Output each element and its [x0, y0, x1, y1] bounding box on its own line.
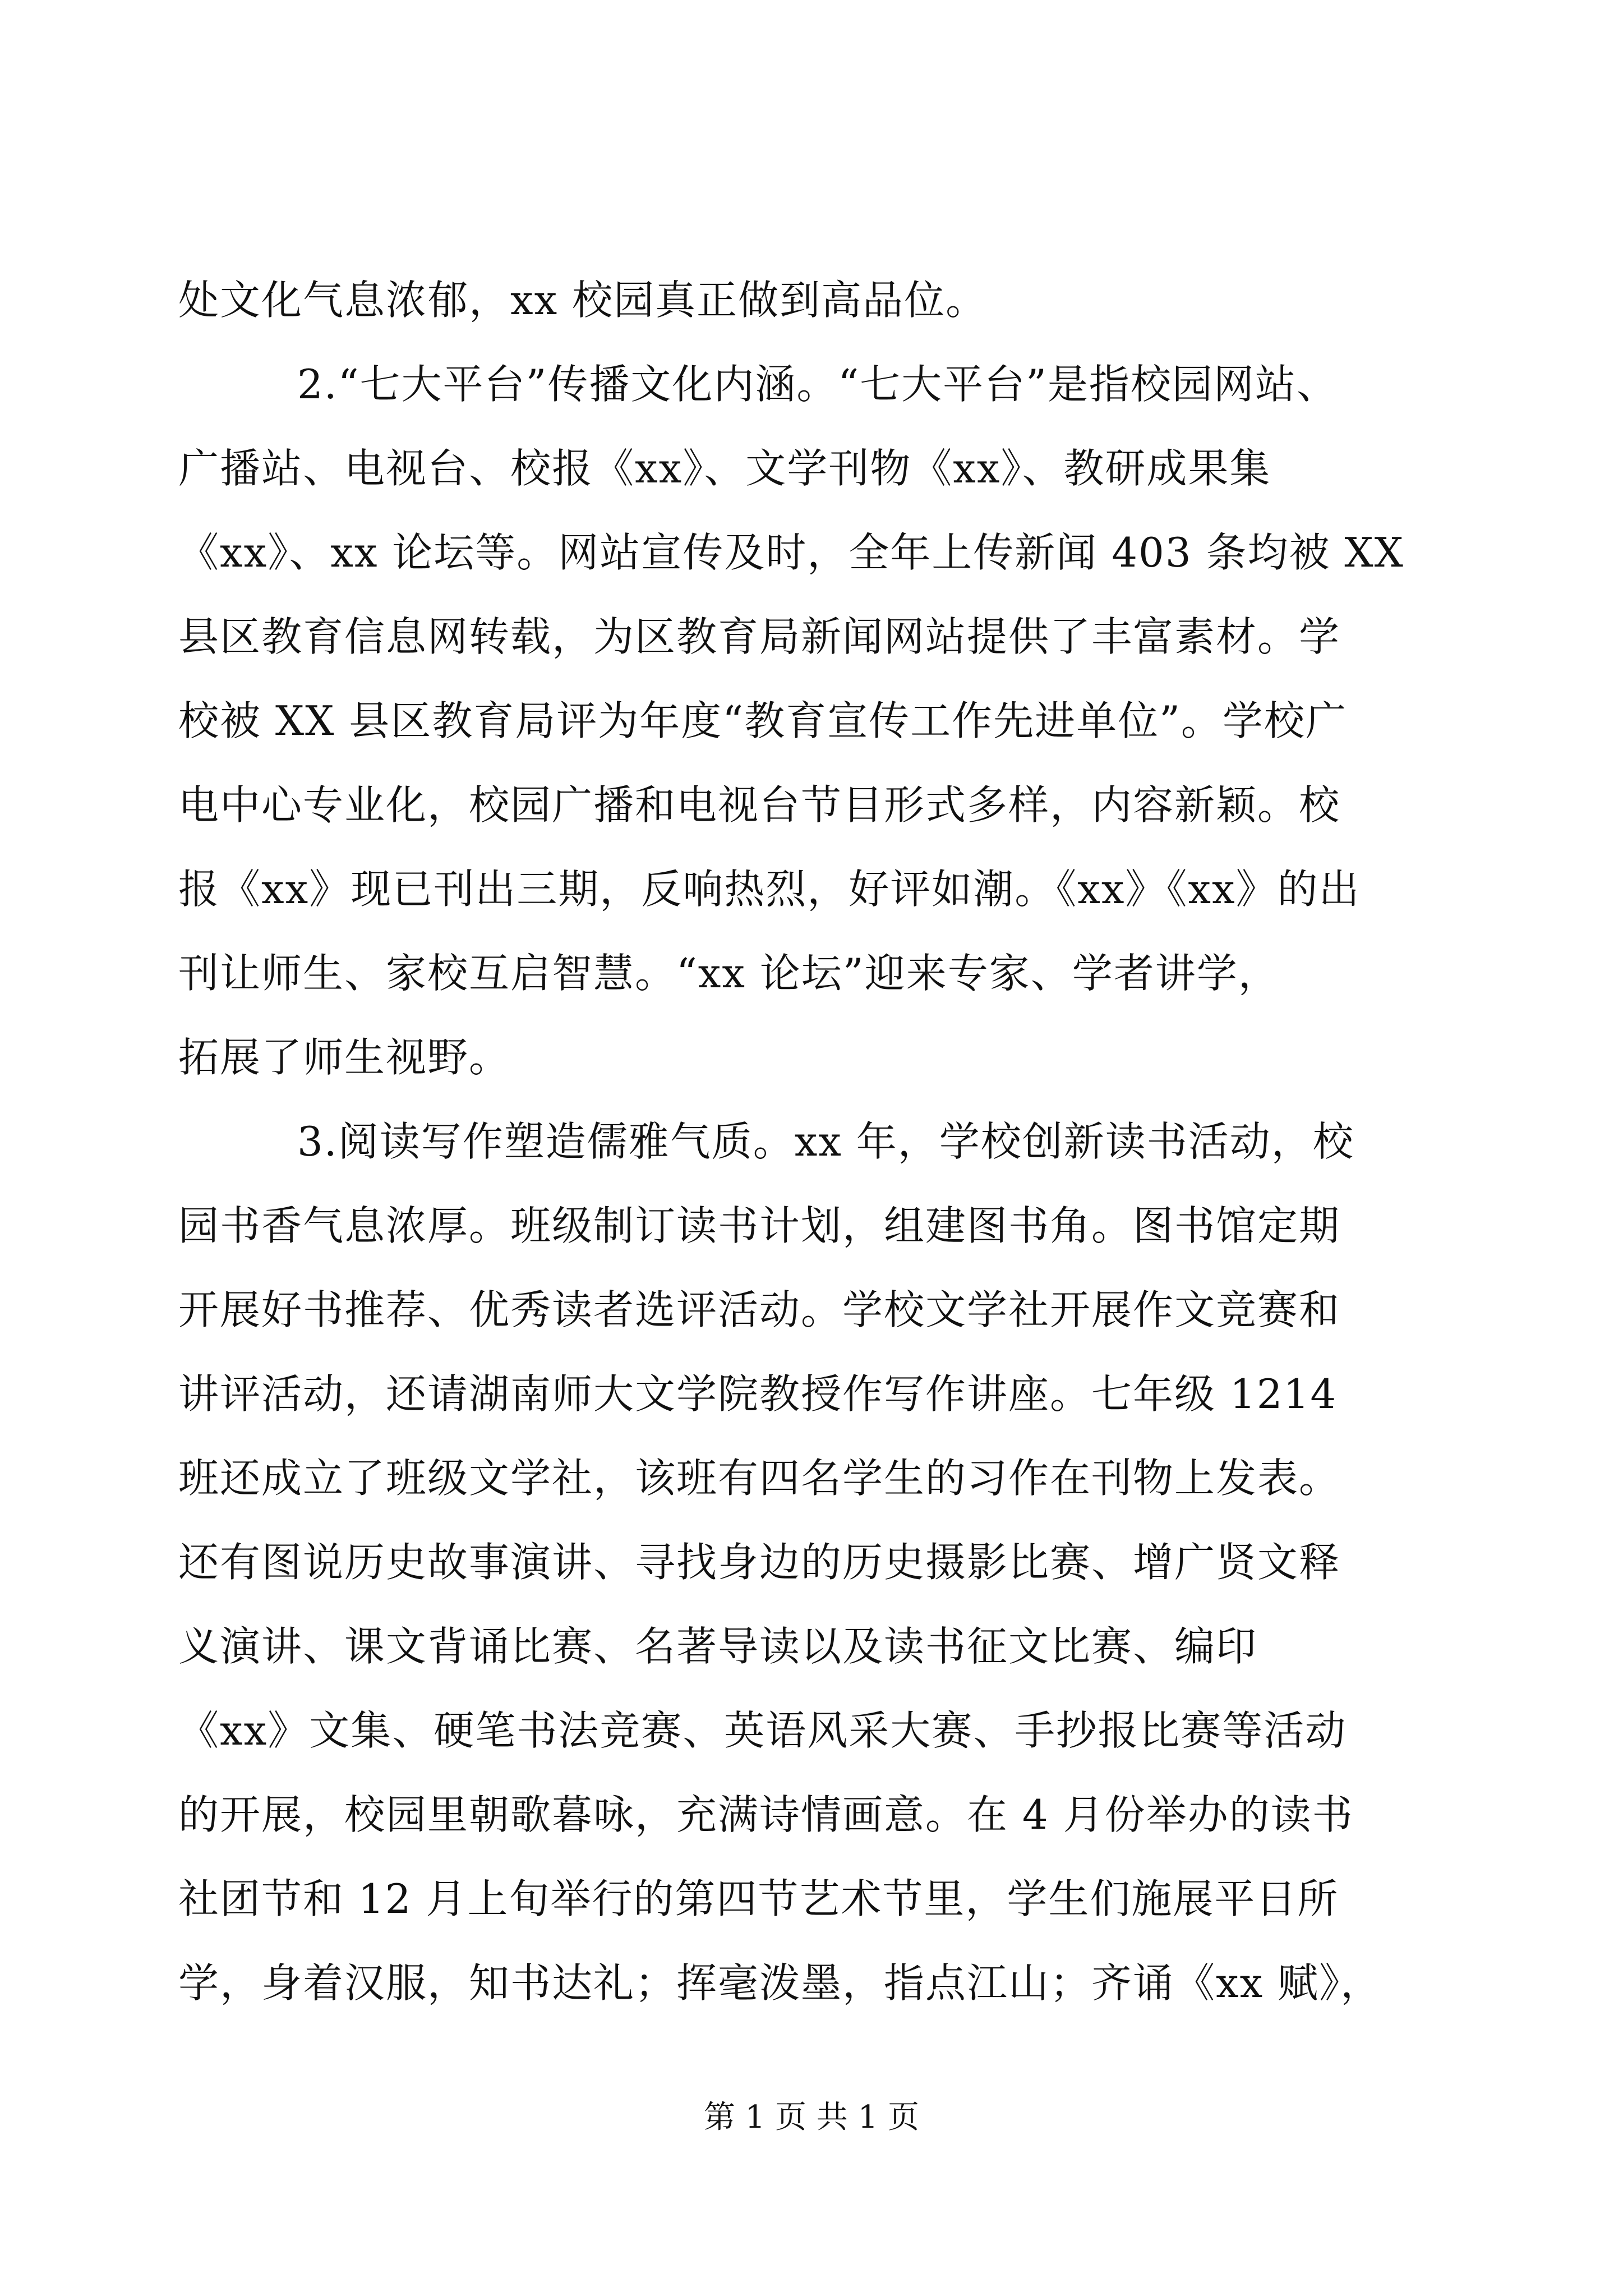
paragraph-start-line: 3.阅读写作塑造儒雅气质。xx 年，学校创新读书活动，校 [297, 1118, 1354, 1165]
paragraph-start-line: 2.“七大平台”传播文化内涵。“七大平台”是指校园网站、 [297, 361, 1338, 408]
text-line: 广播站、电视台、校报《xx》、文学刊物《xx》、教研成果集 [178, 445, 1271, 492]
text-line: 班还成立了班级文学社，该班有四名学生的习作在刊物上发表。 [178, 1455, 1341, 1502]
text-line: 义演讲、课文背诵比赛、名著导读以及读书征文比赛、编印 [178, 1623, 1258, 1670]
text-line: 开展好书推荐、优秀读者选评活动。学校文学社开展作文竞赛和 [178, 1286, 1341, 1333]
text-line: 刊让师生、家校互启智慧。“xx 论坛”迎来专家、学者讲学， [178, 950, 1280, 997]
text-line: 电中心专业化，校园广播和电视台节目形式多样，内容新颖。校 [178, 781, 1341, 829]
text-line: 校被 XX 县区教育局评为年度“教育宣传工作先进单位”。学校广 [178, 697, 1347, 744]
text-line: 《xx》、xx 论坛等。网站宣传及时，全年上传新闻 403 条均被 XX [178, 529, 1404, 576]
page-footer: 第 1 页 共 1 页 [703, 2099, 920, 2136]
text-line: 社团节和 12 月上旬举行的第四节艺术节里，学生们施展平日所 [178, 1875, 1339, 1922]
text-line: 《xx》文集、硬笔书法竞赛、英语风采大赛、手抄报比赛等活动 [178, 1707, 1347, 1754]
text-line: 的开展，校园里朝歌暮咏，充满诗情画意。在 4 月份举办的读书 [178, 1791, 1354, 1838]
text-line: 讲评活动，还请湖南师大文学院教授作写作讲座。七年级 1214 [178, 1370, 1338, 1418]
text-line: 拓展了师生视野。 [178, 1034, 511, 1081]
text-line: 园书香气息浓厚。班级制订读书计划，组建图书角。图书馆定期 [178, 1202, 1341, 1249]
text-line: 处文化气息浓郁，xx 校园真正做到高品位。 [178, 277, 988, 324]
text-line: 报《xx》现已刊出三期，反响热烈，好评如潮。《xx》《xx》的出 [178, 866, 1361, 913]
text-line: 学，身着汉服，知书达礼；挥毫泼墨，指点江山；齐诵《xx 赋》， [178, 1959, 1382, 2007]
text-line: 还有图说历史故事演讲、寻找身边的历史摄影比赛、增广贤文释 [178, 1539, 1341, 1586]
text-line: 县区教育信息网转载，为区教育局新闻网站提供了丰富素材。学 [178, 613, 1341, 660]
